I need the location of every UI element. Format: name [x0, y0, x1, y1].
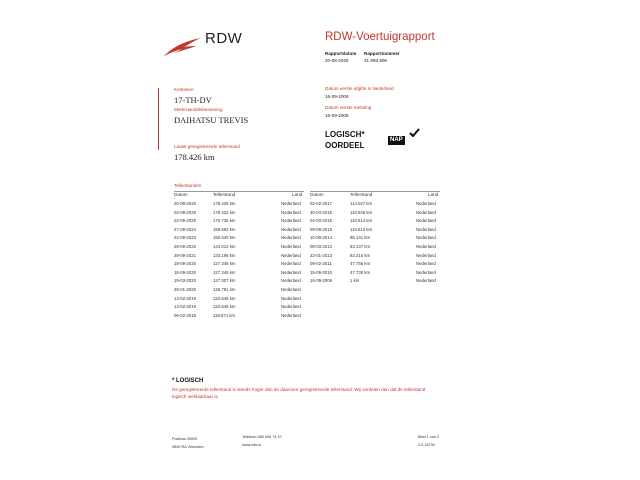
row-odometer: 170.735 km — [213, 218, 236, 224]
row-date: 06-02-2018 — [174, 312, 196, 318]
row-date: 29-09-2021 — [174, 252, 196, 258]
row-odometer: 118.871 km — [213, 312, 236, 318]
row-date: 03-08-2026 — [174, 209, 196, 215]
row-country: Nederland — [416, 201, 436, 206]
report-page — [150, 20, 480, 460]
row-country: Nederland — [416, 235, 436, 241]
row-odometer: 159.583 km — [213, 226, 236, 232]
verdict-line1: LOGISCH* — [325, 130, 365, 139]
row-date: 28-09-2022 — [174, 244, 196, 249]
row-odometer: 150.540 km — [213, 235, 236, 241]
row-country: Nederland — [416, 218, 436, 224]
row-odometer: 84.137 km — [350, 244, 371, 249]
footer-code: 2.5.18730 — [418, 443, 435, 447]
footnote-title: * LOGISCH — [172, 378, 204, 384]
col-header-odometer: Tellerstand — [350, 192, 373, 197]
row-country: Nederland — [281, 209, 301, 215]
row-date: 14-02-2019 — [174, 304, 196, 310]
footnote-text: De geregistreerde tellerstand is steeds hoger dan de daarvoor geregistreerde tellerstand. Wij oordelen dan dat de tellerstand logisch verklaarbaar is. — [172, 387, 426, 399]
row-date: 16-09-2006 — [310, 278, 332, 284]
row-odometer: 47.739 km — [350, 269, 371, 275]
row-country: Nederland — [416, 252, 436, 258]
first-nl-value: 16-09-2006 — [325, 94, 349, 99]
report-number-label: Rapportnummer — [364, 51, 400, 56]
row-country: Nederland — [281, 226, 301, 232]
row-country: Nederland — [416, 261, 436, 267]
col-header-odometer: Tellerstand — [213, 192, 236, 197]
row-odometer: 122.648 km — [213, 295, 236, 301]
row-date: 19-03-2020 — [174, 278, 196, 284]
plate-label: Kenteken — [174, 87, 194, 92]
row-date: 27-09-2024 — [174, 226, 196, 232]
row-date: 22-09-2025 — [174, 218, 196, 224]
first-admit-label: Datum eerste toelating — [325, 105, 372, 110]
report-date: 20-08-2026 — [325, 58, 349, 63]
row-country: Nederland — [281, 218, 301, 224]
make-label: Merk/Handelsbenaming — [174, 107, 223, 112]
row-country: Nederland — [281, 312, 301, 318]
row-odometer: 178.422 km — [213, 209, 236, 215]
row-odometer: 133.196 km — [213, 252, 236, 258]
row-odometer: 1 km — [350, 278, 360, 284]
row-country: Nederland — [416, 278, 436, 284]
footer-postbus: Postbus 30000 — [172, 437, 198, 441]
last-odometer-value: 178.426 km — [174, 152, 215, 162]
row-country: Nederland — [281, 244, 301, 249]
first-admit-value: 16-09-2006 — [325, 113, 349, 118]
row-date: 02-02-2017 — [310, 201, 332, 206]
odometer-right-divider — [310, 191, 440, 192]
row-country: Nederland — [281, 261, 301, 267]
footer-city: 9640 RA Veendam — [172, 445, 204, 449]
checkmark-icon — [409, 128, 420, 137]
row-odometer: 110.546 km — [350, 209, 373, 215]
row-date: 10-09-2014 — [310, 235, 332, 241]
row-country: Nederland — [281, 287, 301, 292]
brand-name: RDW — [205, 30, 243, 47]
first-nl-label: Datum eerste afgifte in Nederland — [325, 86, 394, 91]
row-odometer: 127.348 km — [213, 269, 236, 275]
footer-phone: Telefoon 088 008 74 47 — [242, 435, 282, 439]
col-header-date: Datum — [174, 192, 188, 197]
nap-badge-label: NAP — [390, 137, 403, 143]
report-date-label: Rapportdatum — [325, 51, 357, 56]
row-odometer: 82.215 km — [350, 252, 371, 258]
make-value: DAIHATSU TREVIS — [174, 115, 249, 125]
row-date: 04-03-2016 — [310, 218, 332, 224]
row-country: Nederland — [416, 209, 436, 215]
row-odometer: 96.141 km — [350, 235, 371, 241]
row-date: 29-01-2020 — [174, 287, 196, 292]
footer-page: Blad 1 van 2 — [418, 435, 440, 439]
odometer-section-label: Tellerstanden — [174, 183, 202, 188]
row-date: 18-09-2020 — [174, 261, 196, 267]
row-odometer: 144.013 km — [213, 244, 236, 249]
row-country: Nederland — [281, 278, 301, 284]
row-odometer: 122.648 km — [213, 304, 236, 310]
row-date: 30-04-2016 — [310, 209, 332, 215]
row-country: Nederland — [416, 269, 436, 275]
row-country: Nederland — [416, 226, 436, 232]
last-odometer-label: Laatst geregistreerde tellerstand — [174, 144, 240, 149]
row-date: 18-09-2020 — [174, 269, 196, 275]
row-date: 09-02-2011 — [310, 261, 332, 267]
nap-badge — [388, 128, 420, 143]
row-country: Nederland — [281, 252, 301, 258]
row-date: 14-02-2019 — [174, 295, 196, 301]
left-accent-line — [158, 88, 159, 150]
col-header-country: Land — [428, 192, 439, 197]
col-header-date: Datum — [310, 192, 324, 197]
plate-value: 17-TH-DV — [174, 95, 212, 105]
row-odometer: 126.781 km — [213, 287, 236, 292]
row-country: Nederland — [281, 201, 301, 206]
col-header-country: Land — [292, 192, 303, 197]
row-odometer: 110.512 km — [350, 226, 373, 232]
row-odometer: 127.348 km — [213, 261, 236, 267]
row-date: 22-01-2013 — [310, 252, 332, 258]
report-title: RDW-Voertuigrapport — [325, 31, 435, 43]
row-date: 15-09-2010 — [310, 269, 332, 275]
row-country: Nederland — [281, 295, 301, 301]
row-date: 22-09-2023 — [174, 235, 196, 241]
rdw-bird-logo-icon — [162, 36, 202, 58]
row-odometer: 114.027 km — [350, 201, 373, 206]
row-odometer: 127.307 km — [213, 278, 236, 284]
row-odometer: 178.426 km — [213, 201, 236, 206]
row-date: 09-09-2015 — [310, 226, 332, 232]
row-date: 20-08-2026 — [174, 201, 196, 206]
row-date: 08-03-2013 — [310, 244, 332, 249]
row-odometer: 47.756 km — [350, 261, 371, 267]
row-country: Nederland — [281, 235, 301, 241]
odometer-left-divider — [174, 191, 304, 192]
row-odometer: 110.514 km — [350, 218, 373, 224]
verdict-line2: OORDEEL — [325, 141, 365, 150]
report-number: 31.993.906 — [364, 58, 387, 63]
footer-web: www.rdw.nl — [242, 443, 261, 447]
row-country: Nederland — [281, 304, 301, 310]
row-country: Nederland — [416, 244, 436, 249]
row-country: Nederland — [281, 269, 301, 275]
